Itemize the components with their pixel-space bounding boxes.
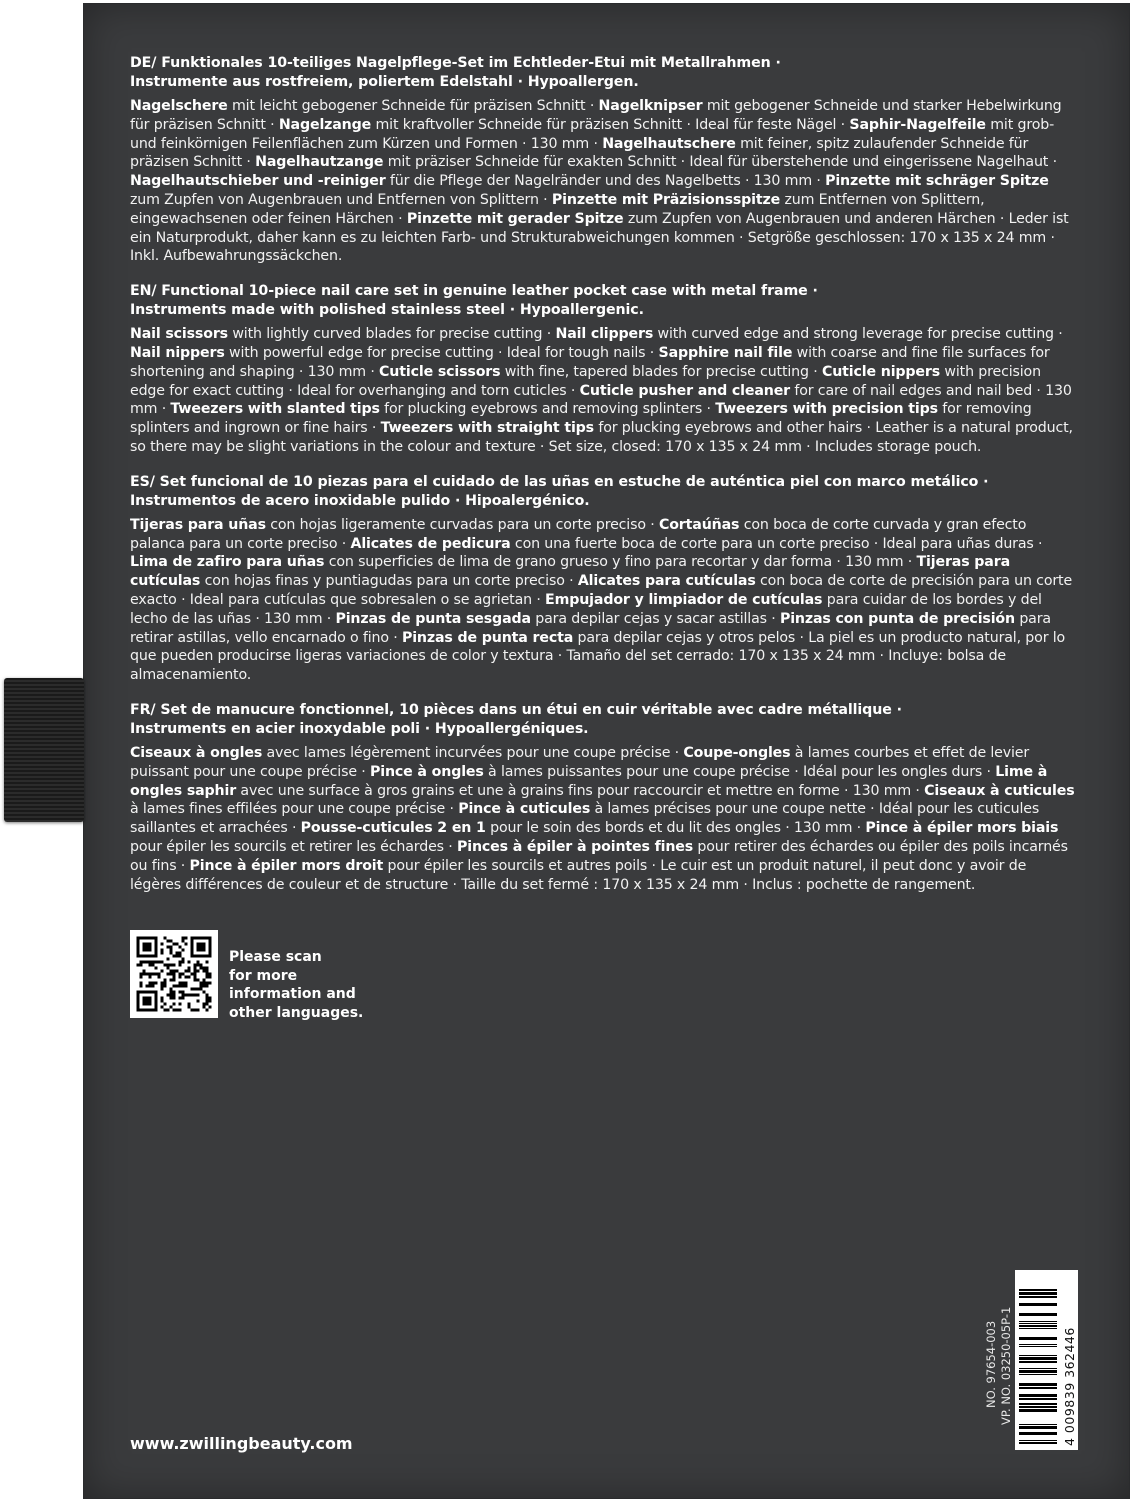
item-description: with lightly curved blades for precise cutting · xyxy=(227,326,556,343)
section-body xyxy=(130,97,1080,266)
item-name: Saphir-Nagelfeile xyxy=(849,116,986,133)
section-de xyxy=(130,54,1080,266)
barcode-digits: 4 009839 362446 xyxy=(1062,1327,1077,1446)
item-name: Pousse-cuticules 2 en 1 xyxy=(300,820,486,837)
item-description: mit leicht gebogener Schneide für präzisen Schnitt · xyxy=(227,98,599,114)
item-description: für die Pflege der Nagelränder und des Nagelbetts · 130 mm · xyxy=(385,173,826,190)
item-description: for removing splinters and ingrown or fine hairs · xyxy=(130,401,1032,437)
item-name: Nail scissors xyxy=(130,326,228,343)
item-name: Pinzas con punta de precisión xyxy=(779,610,1015,627)
section-fr xyxy=(130,701,1080,894)
item-description: para depilar cejas y otros pelos · La piel es un producto natural, por lo que pueden producirse ligeras variaciones de color y textura · Tamaño del set cerrado: 170 x 135 x 24 mm · Incluye: bolsa de almacenamiento. xyxy=(130,629,1066,684)
scan-instructions: Please scan for more information and other languages. xyxy=(229,949,364,1021)
section-heading: ES/ Set funcional de 10 piezas para el cuidado de las uñas en estuche de auténtica piel con marco metálico · Instrumentos de acero inoxidable pulido · Hipoalergénico. xyxy=(130,473,989,509)
item-description: con boca de corte de precisión para un corte exacto · Ideal para cutículas que sobresalen o se agrietan · xyxy=(130,573,1073,608)
item-description: à lames puissantes pour une coupe précise · Idéal pour les ongles durs · xyxy=(483,763,996,780)
item-description: con hojas ligeramente curvadas para un corte preciso · xyxy=(265,516,659,533)
item-name: Tweezers with slanted tips xyxy=(170,401,380,418)
item-description: avec une surface à gros grains et une à grains fins pour raccourcir et mettre en forme · 130 mm · xyxy=(236,782,925,799)
item-name: Pinzette mit gerader Spitze xyxy=(406,210,624,227)
item-name: Pinzas de punta recta xyxy=(401,629,574,646)
item-description: pour épiler les sourcils et autres poils · Le cuir est un produit naturel, il peut donc y avoir de légères différences de couleur et de structure · Taille du set fermé : 170 x 135 x 24 mm · Inclus : pochette de rangement. xyxy=(130,857,1027,893)
item-name: Ciseaux à cuticules xyxy=(924,782,1075,799)
item-name: Empujador y limpiador de cutículas xyxy=(545,591,823,608)
item-name: Pince à épiler mors droit xyxy=(189,857,384,874)
item-name: Pince à épiler mors biais xyxy=(865,820,1059,837)
item-name: Nagelhautschere xyxy=(602,135,736,152)
item-name: Cuticle pusher and cleaner xyxy=(579,382,791,399)
item-name: Cuticle nippers xyxy=(821,363,941,380)
item-description: à lames fines effilées pour une coupe précise · xyxy=(130,801,459,818)
item-description: mit grob- und feinkörnigen Feilenflächen zum Kürzen und Formen · 130 mm · xyxy=(130,116,1055,152)
item-name: Nagelhautschieber und -reiniger xyxy=(130,173,386,190)
item-name: Nagelschere xyxy=(130,98,228,114)
item-description: mit kraftvoller Schneide für präzisen Schnitt · Ideal für feste Nägel · xyxy=(371,116,850,133)
product-description xyxy=(130,54,1080,910)
item-description: pour épiler les sourcils et retirer les échardes · xyxy=(130,838,457,855)
vp-number: VP. NO. 03250-05P-1 xyxy=(999,1306,1013,1425)
item-description: with precision edge for exact cutting · Ideal for overhanging and torn cuticles · xyxy=(130,363,1041,399)
item-name: Nagelhautzange xyxy=(255,154,384,171)
item-name: Tijeras para uñas xyxy=(130,516,266,533)
item-name: Cortaúñas xyxy=(658,516,740,533)
item-description: for plucking eyebrows and removing splinters · xyxy=(379,401,716,418)
barcode xyxy=(1015,1270,1078,1450)
section-heading: FR/ Set de manucure fonctionnel, 10 pièces dans un étui en cuir véritable avec cadre métallique · Instruments en acier inoxydable poli · Hypoallergéniques. xyxy=(130,701,902,737)
item-description: con una fuerte boca de corte para un corte preciso · Ideal para uñas duras · xyxy=(510,535,1043,552)
item-description: with coarse and fine file surfaces for shortening and shaping · 130 mm · xyxy=(130,344,1050,380)
item-description: pour le soin des bords et du lit des ongles · 130 mm · xyxy=(485,820,866,837)
item-name: Tweezers with straight tips xyxy=(380,420,594,437)
qr-code-graphic xyxy=(130,930,218,1018)
item-description: con boca de corte curvada y gran efecto palanca para un corte preciso · xyxy=(130,516,1027,552)
item-description: with curved edge and strong leverage for precise cutting · xyxy=(653,326,1063,343)
item-name: Alicates para cutículas xyxy=(577,573,756,590)
item-description: pour retirer des échardes ou épiler des poils incarnés ou fins · xyxy=(130,838,1068,874)
section-body xyxy=(130,325,1080,457)
item-name: Pinzette mit schräger Spitze xyxy=(825,173,1049,190)
item-name: Pinzette mit Präzisionsspitze xyxy=(551,191,781,208)
item-description: para retirar astillas, vello encarnado o fino · xyxy=(130,610,1051,646)
item-description: con hojas finas y puntiagudas para un corte preciso · xyxy=(200,573,578,590)
item-name: Nagelknipser xyxy=(598,98,703,114)
item-description: with powerful edge for precise cutting · Ideal for tough nails · xyxy=(224,344,659,361)
item-description: avec lames légèrement incurvées pour une coupe précise · xyxy=(262,744,684,761)
item-number: NO. 97654-003 xyxy=(984,1320,998,1408)
item-name: Nagelzange xyxy=(278,116,372,133)
section-en xyxy=(130,282,1080,457)
item-name: Alicates de pedicura xyxy=(350,535,511,552)
item-name: Coupe-ongles xyxy=(683,744,791,761)
item-name: Cuticle scissors xyxy=(379,363,501,380)
item-name: Lima de zafiro para uñas xyxy=(130,554,325,571)
item-description: à lames précises pour une coupe nette · Idéal pour les cuticules saillantes et arrachées · xyxy=(130,801,1040,837)
section-body xyxy=(130,516,1080,685)
item-name: Nail nippers xyxy=(130,344,225,361)
item-description: zum Zupfen von Augenbrauen und Entfernen von Splittern · xyxy=(130,191,552,208)
item-name: Nail clippers xyxy=(555,326,654,343)
item-description: para cuidar de los bordes y del lecho de las uñas · 130 mm · xyxy=(130,591,1042,627)
elastic-strap xyxy=(4,678,84,822)
section-es xyxy=(130,473,1080,685)
section-heading: EN/ Functional 10-piece nail care set in genuine leather pocket case with metal frame · Instruments made with polished stainless steel · Hypoallergenic. xyxy=(130,283,818,319)
item-name: Pince à cuticules xyxy=(458,801,591,818)
item-name: Ciseaux à ongles xyxy=(130,744,263,761)
section-body xyxy=(130,744,1080,894)
item-name: Pinzas de punta sesgada xyxy=(335,610,531,627)
item-name: Lime à ongles saphir xyxy=(130,763,1048,799)
item-description: con superficies de lima de grano grueso y fino para recortar y dar forma · 130 mm · xyxy=(324,554,917,571)
item-name: Tweezers with precision tips xyxy=(715,401,938,418)
item-description: mit feiner, spitz zulaufender Schneide für präzisen Schnitt · xyxy=(130,135,1029,171)
qr-code-icon[interactable] xyxy=(130,930,218,1018)
item-name: Tijeras para cutículas xyxy=(130,554,1010,590)
item-description: à lames courbes et effet de levier puissant pour une coupe précise · xyxy=(130,744,1030,780)
item-description: zum Entfernen von Splittern, eingewachsenen oder feinen Härchen · xyxy=(130,191,985,227)
item-name: Sapphire nail file xyxy=(658,344,793,361)
item-name: Pinces à épiler à pointes fines xyxy=(456,838,694,855)
item-description: zum Zupfen von Augenbrauen und anderen Härchen · Leder ist ein Naturprodukt, daher kann es zu leichten Farb- und Strukturabweichungen kommen · Setgröße geschlossen: 170 x 135 x 24 mm · Inkl. Aufbewahrungssäckchen. xyxy=(130,210,1069,265)
item-description: with fine, tapered blades for precise cutting · xyxy=(500,363,822,380)
item-name: Pince à ongles xyxy=(370,763,484,780)
item-description: for care of nail edges and nail bed · 130 mm · xyxy=(130,382,1072,418)
item-description: mit präziser Schneide für exakten Schnitt · Ideal für überstehende und eingerissene Nagelhaut · xyxy=(383,154,1057,171)
section-heading: DE/ Funktionales 10-teiliges Nagelpflege-Set im Echtleder-Etui mit Metallrahmen · Instrumente aus rostfreiem, poliertem Edelstahl · Hypoallergen. xyxy=(130,55,781,90)
website-url[interactable]: www.zwillingbeauty.com xyxy=(130,1434,353,1453)
item-description: for plucking eyebrows and other hairs · Leather is a natural product, so there may be slight variations in the colour and texture · Set size, closed: 170 x 135 x 24 mm · Includes storage pouch. xyxy=(130,420,1073,455)
item-description: mit gebogener Schneide und starker Hebelwirkung für präzisen Schnitt · xyxy=(130,98,1062,133)
item-description: para depilar cejas y sacar astillas · xyxy=(530,610,780,627)
